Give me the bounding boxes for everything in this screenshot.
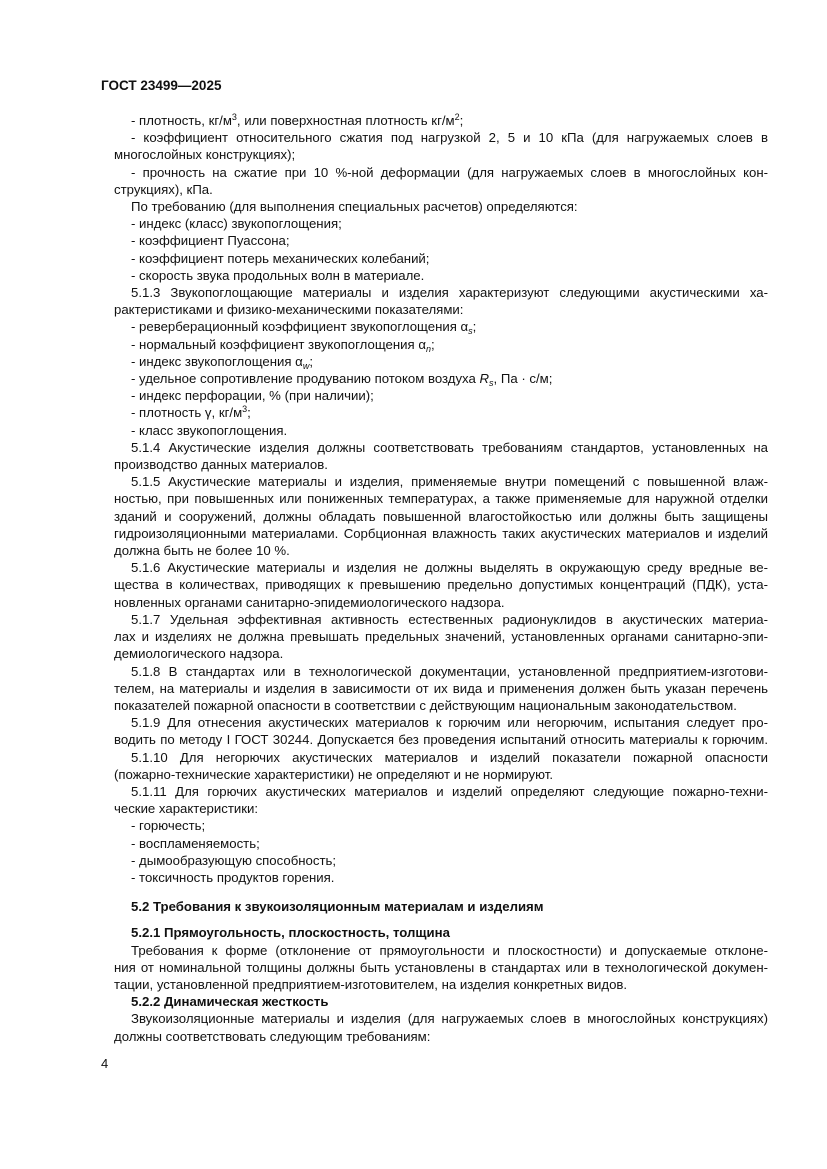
- list-item: - дымообразующую способность;: [131, 852, 337, 868]
- page-body: [114, 112, 768, 1045]
- paragraph-start: Звукоизоляционные материалы и изделия (для нагружаемых слоев в многослойных конструкциях): [131, 1011, 768, 1027]
- clause-5-1-3: 5.1.3 Звукопоглощающие материалы и изделия характеризуют следующими акустическими ха-: [131, 285, 768, 301]
- text-line: ностью, при повышенных или пониженных температурах, а также применяемые для наружной отделки: [114, 491, 768, 507]
- text-line: должна быть не более 10 %.: [114, 543, 290, 559]
- list-item: - коэффициент потерь механических колебаний;: [131, 250, 430, 266]
- clause-5-1-5: 5.1.5 Акустические материалы и изделия, применяемые внутри помещений с повышенной влаж-: [131, 474, 768, 490]
- list-item: - плотность γ, $кг/м^3$;: [131, 404, 251, 421]
- clause-5-1-11: 5.1.11 Для горючих акустических материалов и изделий определяют следующие пожарно-техни-: [131, 783, 768, 799]
- text-line: ния от номинальной толщины должны быть установлены в стандартах или в технологической докумен-: [114, 959, 768, 975]
- list-item: - класс звукопоглощения.: [131, 422, 288, 438]
- text-line: струкциях), кПа.: [114, 181, 213, 197]
- section-heading-5-2: 5.2 Требования к звукоизоляционным материалам и изделиям: [131, 899, 544, 915]
- subsection-heading-5-2-2: 5.2.2 Динамическая жесткость: [131, 994, 329, 1010]
- text-line: (пожарно-технические характеристики) не определяют и не нормируют.: [114, 766, 553, 782]
- list-item: - горючесть;: [131, 818, 206, 834]
- text-line: рактеристиками и физико-механическими показателями:: [114, 302, 464, 318]
- clause-5-1-9: 5.1.9 Для отнесения акустических материалов к горючим или негорючим, испытания следует про-: [131, 715, 768, 731]
- list-item: - скорость звука продольных волн в материале.: [131, 267, 425, 283]
- text-line: демиологического надзора.: [114, 646, 284, 662]
- clause-5-1-4: 5.1.4 Акустические изделия должны соответствовать требованиям стандартов, установленных на: [131, 439, 768, 455]
- text-line: должны соответствовать следующим требованиям:: [114, 1028, 431, 1044]
- list-item: - коэффициент Пуассона;: [131, 233, 290, 249]
- clause-5-1-10: 5.1.10 Для негорючих акустических материалов и изделий показатели пожарной опасности: [131, 749, 768, 765]
- list-item: - плотность, $кг/м^3$, или поверхностная плотность $кг/м^2$;: [131, 112, 464, 128]
- page-number: 4: [101, 1056, 109, 1071]
- text-line: лах и изделиях не должна превышать предельных значений, установленных органами санитарно-эпи-: [114, 629, 768, 645]
- clause-5-1-8: 5.1.8 В стандартах или в технологической документации, установленной предприятием-изготови-: [131, 663, 768, 679]
- text-line: зданий и сооружений, должны обладать повышенной влагостойкостью или должны быть защищены: [114, 508, 768, 524]
- text-line: водить по методу I ГОСТ 30244. Допускается без проведения испытаний относить материалы к горючим.: [114, 732, 768, 748]
- text-line: телем, на материалы и изделия в зависимости от их вида и применения должен быть указан перечень: [114, 680, 768, 696]
- list-item: - индекс (класс) звукопоглощения;: [131, 216, 342, 232]
- list-item: - индекс звукопоглощения $\alpha_w$;: [131, 353, 313, 371]
- text-line: производство данных материалов.: [114, 457, 328, 473]
- list-item: - прочность на сжатие при 10 %-ной деформации (для нагружаемых слоев в многослойных кон-: [131, 164, 768, 180]
- text-line: гидроизоляционными материалами. Сорбционная влажность таких акустических материалов и изделий: [114, 525, 768, 541]
- clause-5-1-7: 5.1.7 Удельная эффективная активность естественных радионуклидов в акустических материа-: [131, 611, 768, 627]
- text-line: показателей пожарной опасности в соответствии с действующим национальным законодательством.: [114, 697, 737, 713]
- text-line: многослойных конструкциях);: [114, 147, 296, 163]
- text-line: ческие характеристики:: [114, 801, 259, 817]
- list-item: - токсичность продуктов горения.: [131, 869, 335, 885]
- paragraph-start: Требования к форме (отклонение от прямоугольности и плоскостности) и допускаемые отклоне-: [131, 942, 768, 958]
- text-line: новленных органами санитарно-эпидемиологического надзора.: [114, 594, 505, 610]
- subsection-heading-5-2-1: 5.2.1 Прямоугольность, плоскостность, толщина: [131, 925, 450, 941]
- text-line: щества в количествах, приводящих к превышению предельно допустимых концентраций (ПДК), уста-: [114, 577, 768, 593]
- list-item: - индекс перфорации, % (при наличии);: [131, 388, 374, 404]
- list-item: - реверберационный коэффициент звукопоглощения $\alpha_s$;: [131, 319, 477, 337]
- list-item: - нормальный коэффициент звукопоглощения $\alpha_n$;: [131, 336, 435, 354]
- list-item: - коэффициент относительного сжатия под нагрузкой 2, 5 и 10 кПа (для нагружаемых слоев в: [131, 130, 768, 146]
- paragraph-start: По требованию (для выполнения специальных расчетов) определяются:: [131, 199, 578, 215]
- document-header: ГОСТ 23499—2025: [101, 78, 222, 93]
- list-item: - удельное сопротивление продуванию потоком воздуха $R_s$, Па · с/м;: [131, 371, 553, 389]
- clause-5-1-6: 5.1.6 Акустические материалы и изделия не должны выделять в окружающую среду вредные ве-: [131, 560, 768, 576]
- list-item: - воспламеняемость;: [131, 835, 260, 851]
- text-line: тации, установленной предприятием-изготовителем, на изделия конкретных видов.: [114, 976, 628, 992]
